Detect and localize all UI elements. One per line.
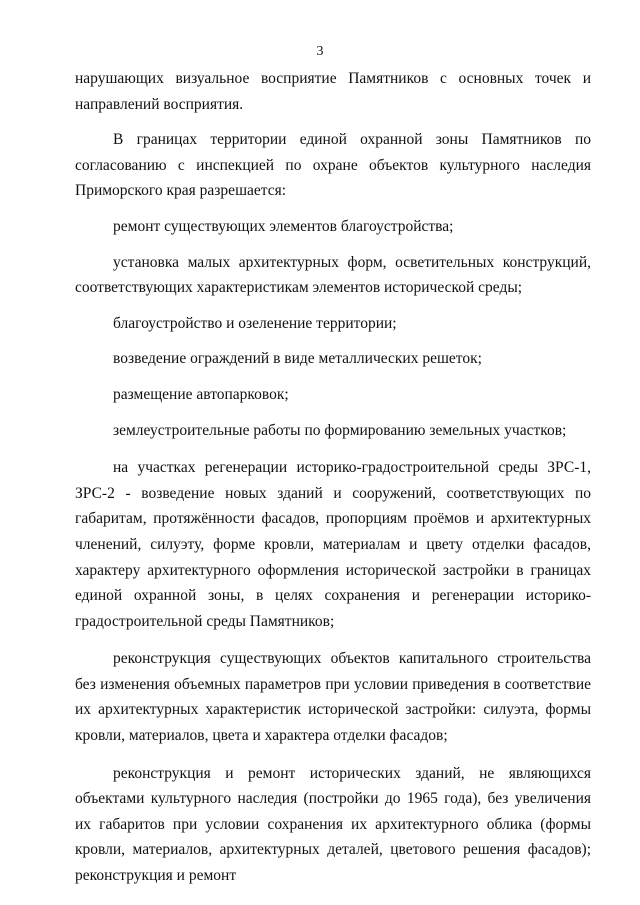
list-item-repair: ремонт существующих элементов благоустройства; (113, 217, 454, 235)
list-item-historic-buildings: реконструкция и ремонт исторических зданий, не являющихся объектами культурного наследия (постройки до 1965 года), без увеличения их габаритов при условии сохранения их архитектурного облика (формы кровли, материалов, архитектурных деталей, цветового решения фасадов); реконструкция и ремонт (75, 764, 591, 885)
document-body (75, 66, 591, 889)
paragraph-continuation: нарушающих визуальное восприятие Памятников с основных точек и направлений восприятия. (75, 70, 591, 113)
list-item-landscaping: благоустройство и озеленение территории; (113, 314, 397, 332)
paragraph-permitted-intro: В границах территории единой охранной зоны Памятников по согласованию с инспекцией по охране объектов культурного наследия Приморского края разрешается: (75, 131, 591, 200)
list-item-reconstruction: реконструкция существующих объектов капитального строительства без изменения объемных параметров при условии приведения в соответствие их архитектурных характеристик исторической застройки: силуэта, формы кровли, материалов, цвета и характера отделки фасадов; (75, 650, 591, 745)
list-item-land-works: землеустроительные работы по формированию земельных участков; (113, 421, 567, 439)
page-number: 3 (316, 44, 324, 59)
list-item-parking: размещение автопарковок; (113, 385, 289, 403)
list-item-small-forms: установка малых архитектурных форм, осветительных конструкций, соответствующих характеристикам элементов исторической среды; (75, 253, 591, 297)
list-item-fences: возведение ограждений в виде металлических решеток; (113, 350, 482, 368)
list-item-regeneration: на участках регенерации историко-градостроительной среды ЗРС-1, ЗРС-2 - возведение новых зданий и сооружений, соответствующих по габаритам, протяжённости фасадов, пропорциям проёмов и архитектурных членений, силуэту, форме кровли, материалам и цвету отделки фасадов, характеру архитектурного оформления исторической застройки в границах единой охранной зоны, в целях сохранения и регенерации историко-градостроительной среды Памятников; (75, 459, 591, 630)
